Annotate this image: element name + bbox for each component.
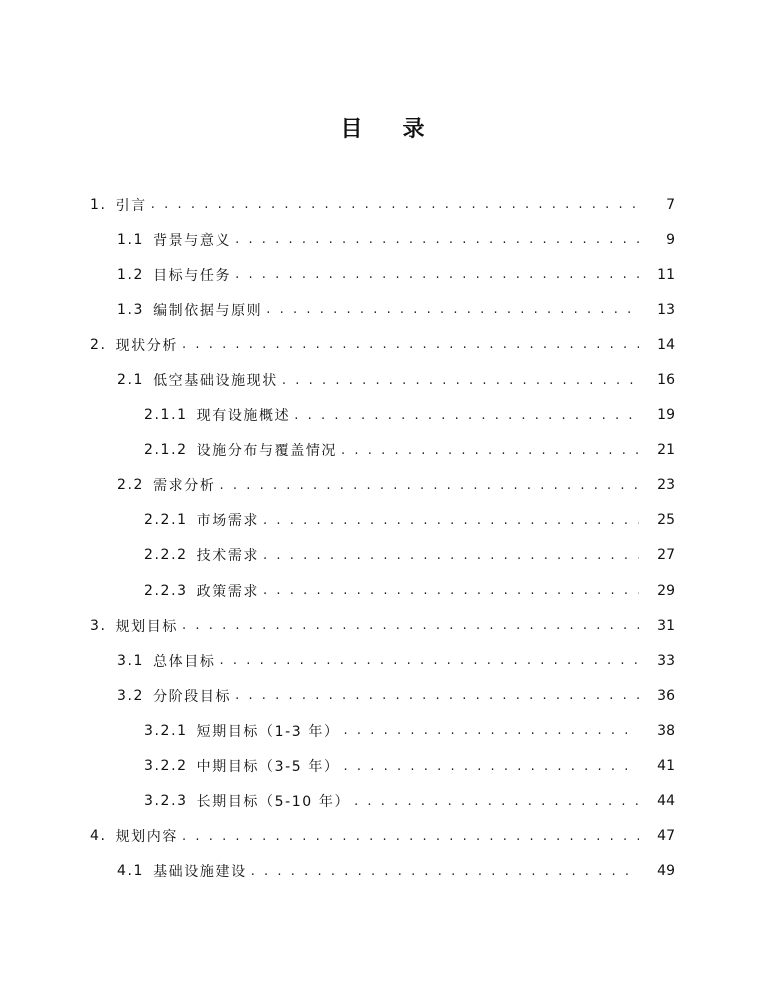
toc-entry-number: 2.2 [117, 477, 145, 494]
toc-entry-label: 引言 [115, 197, 147, 214]
dot-leader [151, 197, 639, 212]
title-char-2: 录 [402, 117, 425, 142]
toc-entry-label: 长期目标（5-10 年） [196, 794, 351, 811]
toc-entry[interactable] [0, 538, 765, 573]
toc-entry-page-number: 47 [657, 828, 675, 845]
dot-leader [282, 373, 639, 388]
toc-entry-page-number: 21 [657, 442, 675, 459]
toc-entry-number: 2.1.1 [144, 407, 188, 424]
toc-entry-number: 4. [90, 828, 107, 845]
toc-entry-number: 2.2.1 [144, 512, 188, 529]
toc-entry-label: 编制依据与原则 [153, 302, 263, 319]
toc-entry[interactable] [0, 819, 765, 854]
table-of-contents [0, 187, 765, 889]
toc-entry[interactable] [0, 468, 765, 503]
dot-leader [219, 653, 639, 668]
toc-entry-number: 3.2.1 [144, 722, 188, 739]
toc-entry[interactable] [0, 433, 765, 468]
toc-entry-label: 总体目标 [153, 653, 216, 670]
toc-entry-page-number: 14 [657, 336, 675, 353]
dot-leader [182, 829, 639, 844]
toc-entry-label: 技术需求 [196, 548, 260, 565]
dot-leader [182, 618, 639, 633]
dot-leader [354, 794, 639, 809]
toc-entry-page-number: 19 [657, 407, 675, 424]
dot-leader [263, 548, 639, 563]
toc-entry[interactable] [0, 854, 765, 889]
toc-entry[interactable] [0, 643, 765, 678]
toc-entry[interactable] [0, 327, 765, 362]
toc-entry-page-number: 11 [657, 266, 675, 283]
page-title [0, 112, 765, 143]
toc-entry-label: 低空基础设施现状 [153, 373, 278, 390]
toc-entry-number: 3. [90, 617, 107, 634]
toc-entry-page-number: 29 [657, 582, 675, 599]
toc-entry-page-number: 23 [657, 477, 675, 494]
toc-entry-page-number: 33 [657, 652, 675, 669]
toc-entry[interactable] [0, 678, 765, 713]
toc-entry-label: 需求分析 [153, 478, 216, 495]
toc-entry-number: 2.2.2 [144, 547, 188, 564]
toc-entry-page-number: 44 [657, 793, 675, 810]
toc-entry-label: 目标与任务 [153, 267, 232, 284]
toc-entry-label: 中期目标（3-5 年） [196, 759, 340, 776]
toc-entry-page-number: 38 [657, 722, 675, 739]
toc-entry[interactable] [0, 749, 765, 784]
toc-entry-number: 1.1 [117, 231, 145, 248]
toc-entry[interactable] [0, 784, 765, 819]
toc-entry-label: 现有设施概述 [196, 408, 291, 425]
dot-leader [344, 759, 639, 774]
toc-entry[interactable] [0, 257, 765, 292]
toc-entry[interactable] [0, 608, 765, 643]
toc-entry[interactable] [0, 292, 765, 327]
toc-entry-label: 设施分布与覆盖情况 [196, 443, 338, 460]
title-char-1: 目 [340, 117, 363, 142]
toc-entry-number: 1.3 [117, 301, 145, 318]
dot-leader [219, 478, 639, 493]
dot-leader [263, 513, 639, 528]
dot-leader [344, 723, 639, 738]
dot-leader [263, 583, 639, 598]
toc-entry-number: 3.2.2 [144, 758, 188, 775]
toc-entry-label: 背景与意义 [153, 232, 232, 249]
toc-entry-page-number: 25 [657, 512, 675, 529]
dot-leader [182, 337, 639, 352]
toc-entry-page-number: 41 [657, 758, 675, 775]
toc-entry-page-number: 31 [657, 617, 675, 634]
toc-entry-page-number: 7 [666, 196, 675, 213]
toc-entry-label: 政策需求 [196, 583, 260, 600]
toc-entry-page-number: 49 [657, 863, 675, 880]
toc-entry-page-number: 16 [657, 372, 675, 389]
toc-entry-page-number: 36 [657, 687, 675, 704]
toc-entry-page-number: 13 [657, 301, 675, 318]
toc-entry[interactable] [0, 362, 765, 397]
dot-leader [235, 232, 639, 247]
dot-leader [235, 688, 639, 703]
toc-entry-label: 现状分析 [115, 337, 178, 354]
toc-entry-number: 2.2.3 [144, 582, 188, 599]
toc-entry-label: 基础设施建设 [153, 864, 247, 881]
toc-entry-number: 4.1 [117, 863, 145, 880]
toc-entry-number: 3.2.3 [144, 793, 188, 810]
toc-entry-label: 市场需求 [196, 513, 260, 530]
toc-entry-page-number: 27 [657, 547, 675, 564]
toc-entry-page-number: 9 [666, 231, 675, 248]
toc-entry-label: 规划目标 [115, 618, 178, 635]
toc-entry[interactable] [0, 187, 765, 222]
toc-entry-number: 3.2 [117, 687, 145, 704]
toc-entry-label: 分阶段目标 [153, 688, 232, 705]
dot-leader [235, 267, 639, 282]
toc-entry[interactable] [0, 222, 765, 257]
dot-leader [294, 408, 639, 423]
toc-entry[interactable] [0, 713, 765, 748]
toc-entry[interactable] [0, 503, 765, 538]
dot-leader [266, 302, 639, 317]
toc-entry-number: 2.1.2 [144, 442, 188, 459]
toc-entry[interactable] [0, 398, 765, 433]
toc-entry-label: 规划内容 [115, 829, 178, 846]
toc-entry-number: 1. [90, 196, 107, 213]
dot-leader [341, 443, 639, 458]
dot-leader [251, 864, 639, 879]
toc-entry-label: 短期目标（1-3 年） [196, 723, 340, 740]
toc-entry-number: 3.1 [117, 652, 145, 669]
toc-entry[interactable] [0, 573, 765, 608]
toc-entry-number: 2. [90, 336, 107, 353]
toc-entry-number: 1.2 [117, 266, 145, 283]
toc-entry-number: 2.1 [117, 372, 145, 389]
